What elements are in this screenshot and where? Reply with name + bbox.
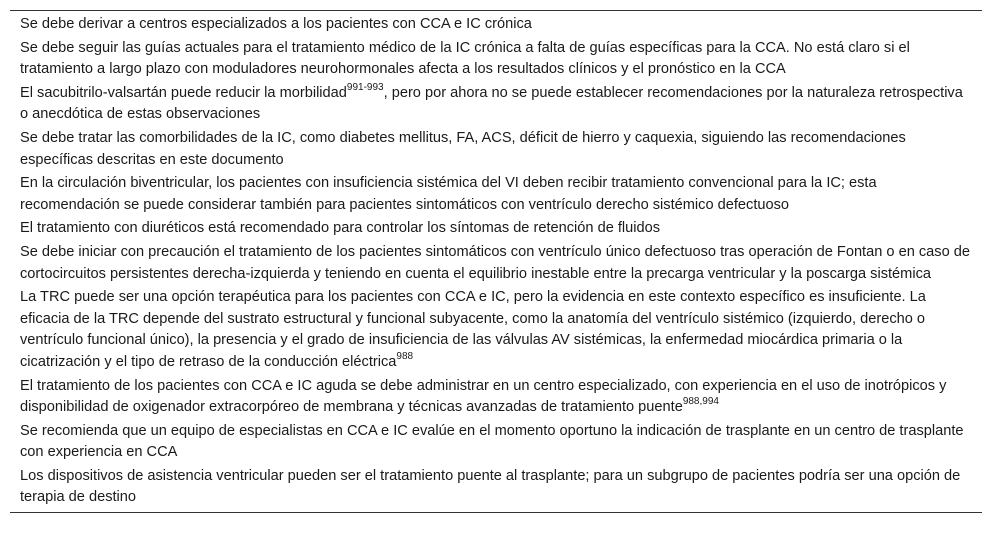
recommendation-row	[10, 81, 982, 126]
recommendation-text: Se debe derivar a centros especializados a los pacientes con CCA e IC crónica	[20, 16, 532, 32]
recommendation-text: Se recomienda que un equipo de especialistas en CCA e IC evalúe en el momento oportuno la indicación de trasplante en un centro de trasplante con experiencia en CCA	[20, 422, 964, 461]
recommendation-row	[10, 126, 982, 171]
recommendation-row	[10, 374, 982, 419]
recommendation-text: El tratamiento con diuréticos está recomendado para controlar los síntomas de retención de fluidos	[20, 220, 661, 237]
recommendation-text-continued: , pero por ahora no se puede establecer recomendaciones por la naturaleza retrospectiva o anecdótica de estas observaciones	[20, 84, 963, 123]
recommendation-row	[10, 464, 982, 509]
recommendation-text: En la circulación biventricular, los pacientes con insuficiencia sistémica del VI deben recibir tratamiento convencional para la IC; esta recomendación se puede considerar también para pacientes sintomáticos con ventrículo derecho sistémico defectuoso	[20, 175, 877, 213]
recommendation-text: Se debe seguir las guías actuales para el tratamiento médico de la IC crónica a falta de guías específicas para la CCA. No está claro si el tratamiento a largo plazo con moduladores neurohormonales afecta a los resultados clínicos y el pronóstico en la CCA	[20, 39, 910, 78]
recommendation-text: La TRC puede ser una opción terapéutica para los pacientes con CCA e IC, pero la evidencia en este contexto específico es insuficiente. La eficacia de la TRC depende del sustrato estructural y funcional subyacente, como la anatomía del ventrículo sistémico (izquierdo, derecho o ventrículo funcional único), la presencia y el grado de insuficiencia de las válvulas AV sistémicas, la enfermedad miocárdica primaria o la cicatrización y el tipo de retraso de la conducción eléctrica	[20, 289, 926, 370]
recommendation-text: El tratamiento de los pacientes con CCA e IC aguda se debe administrar en un centro especializado, con experiencia en el uso de inotrópicos y disponibilidad de oxigenador extracorpóreo de membrana y técnicas avanzadas de tratamiento puente	[20, 377, 947, 416]
recommendation-row	[10, 216, 982, 240]
recommendation-text: El sacubitrilo-valsartán puede reducir la morbilidad	[20, 84, 347, 101]
reference-superscript: 988,994	[682, 396, 719, 408]
recommendation-row	[10, 240, 982, 285]
reference-superscript: 991-993	[346, 81, 384, 93]
recommendation-row	[10, 285, 982, 373]
recommendations-table	[10, 10, 982, 513]
recommendation-row	[10, 36, 982, 81]
recommendation-row	[10, 419, 982, 464]
reference-superscript: 988	[396, 351, 414, 363]
recommendation-row	[10, 12, 982, 36]
recommendation-text: Se debe iniciar con precaución el tratamiento de los pacientes sintomáticos con ventrículo único defectuoso tras operación de Fontan o en caso de cortocircuitos persistentes derecha-izquierda y teniendo en cuenta el equilibrio inestable entre la precarga ventricular y la poscarga sistémica	[20, 243, 970, 282]
recommendation-row	[10, 171, 982, 216]
recommendation-text: Los dispositivos de asistencia ventricular pueden ser el tratamiento puente al trasplante; para un subgrupo de pacientes podría ser una opción de terapia de destino	[20, 467, 961, 506]
recommendation-text: Se debe tratar las comorbilidades de la IC, como diabetes mellitus, FA, ACS, déficit de hierro y caquexia, siguiendo las recomendaciones específicas descritas en este documento	[20, 129, 906, 168]
